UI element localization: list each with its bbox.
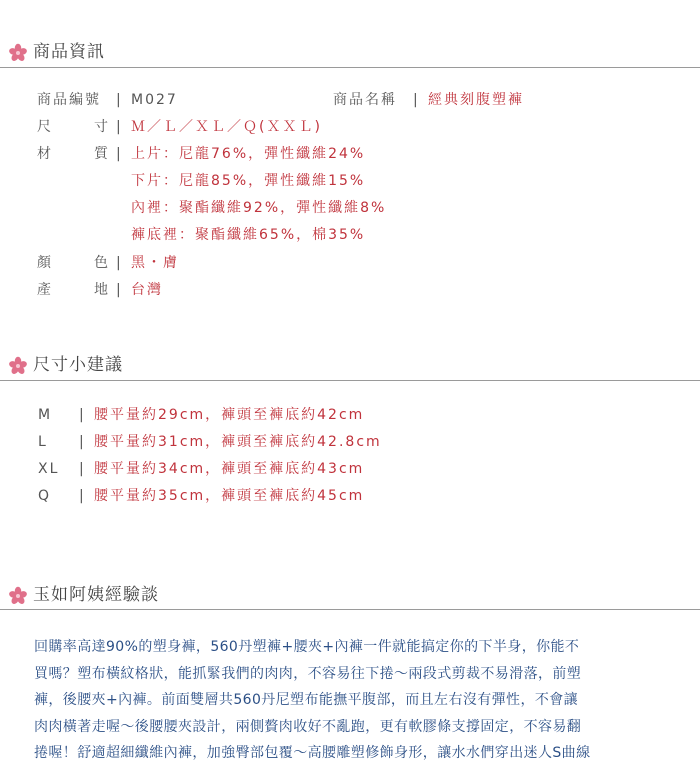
flower-icon [8,356,28,376]
item-name-label: 商品名稱 [333,92,397,108]
divider [0,67,700,68]
separator: | [116,146,123,162]
story-line: 褲，後腰夾+內褲。前面雙層共560丹尼塑布能撫平腹部，而且左右沒有彈性，不會讓 [34,692,579,708]
separator: | [116,119,123,135]
separator: | [116,255,123,271]
story-line: 買嗎？塑布橫紋格狀，能抓緊我們的肉肉，不容易往下捲～兩段式剪裁不易滑落，前塑 [34,665,582,682]
separator: | [116,92,123,108]
flower-icon [8,43,28,63]
separator: | [79,407,86,423]
flower-icon [8,586,28,606]
separator: | [79,488,86,504]
story-line: 肉肉橫著走喔～後腰腰夾設計，兩側贅肉收好不亂跑，更有軟膠條支撐固定，不容易翻 [34,718,582,735]
size-value: Ｍ／Ｌ／ＸＬ／Ｑ(ＸＸＬ) [131,119,322,135]
separator: | [116,282,123,298]
size-guide-desc: 腰平量約31cm，褲頭至褲底約42.8cm [94,434,382,450]
item-name-value: 經典刻腹塑褲 [428,92,524,108]
color-value: 黑・膚 [131,255,179,271]
size-guide-size: XL [38,461,60,477]
separator: | [79,434,86,450]
section-title: 尺寸小建議 [33,355,123,375]
section-title: 玉如阿姨經驗談 [33,585,159,605]
material-line: 下片：尼龍85%，彈性纖維15% [131,173,366,189]
item-number-value: M027 [131,92,178,108]
section-header-product-info [0,41,700,63]
story-line: 回購率高達90%的塑身褲，560丹塑褲+腰夾+內褲一件就能搞定你的下半身，你能不 [34,639,580,655]
separator: | [413,92,420,108]
story-line: 捲喔！舒適超細纖維內褲，加強臀部包覆～高腰雕塑修飾身形，讓水水們穿出迷人S曲線 [34,745,591,761]
section-title: 商品資訊 [33,42,105,62]
material-row [131,172,365,190]
section-header-story [0,584,700,606]
origin-value: 台灣 [131,282,163,298]
material-line: 內裡：聚酯纖維92%，彈性纖維8% [131,200,387,216]
section-header-size-guide [0,354,700,376]
divider [0,380,700,381]
material-line: 褲底裡：聚酯纖維65%，棉35% [131,227,366,243]
item-number-label: 商品編號 [37,92,101,108]
size-guide-desc: 腰平量約34cm，褲頭至褲底約43cm [94,461,365,477]
material-line: 上片：尼龍76%，彈性纖維24% [131,146,366,162]
size-guide-size: M [38,407,53,423]
size-guide-desc: 腰平量約35cm，褲頭至褲底約45cm [94,488,365,504]
material-row [131,226,365,244]
story-paragraph [34,634,696,767]
size-guide-size: L [38,434,48,450]
divider [0,609,700,610]
size-guide-desc: 腰平量約29cm，褲頭至褲底約42cm [94,407,365,423]
separator: | [79,461,86,477]
material-row [131,199,386,217]
size-guide-size: Q [38,488,52,504]
